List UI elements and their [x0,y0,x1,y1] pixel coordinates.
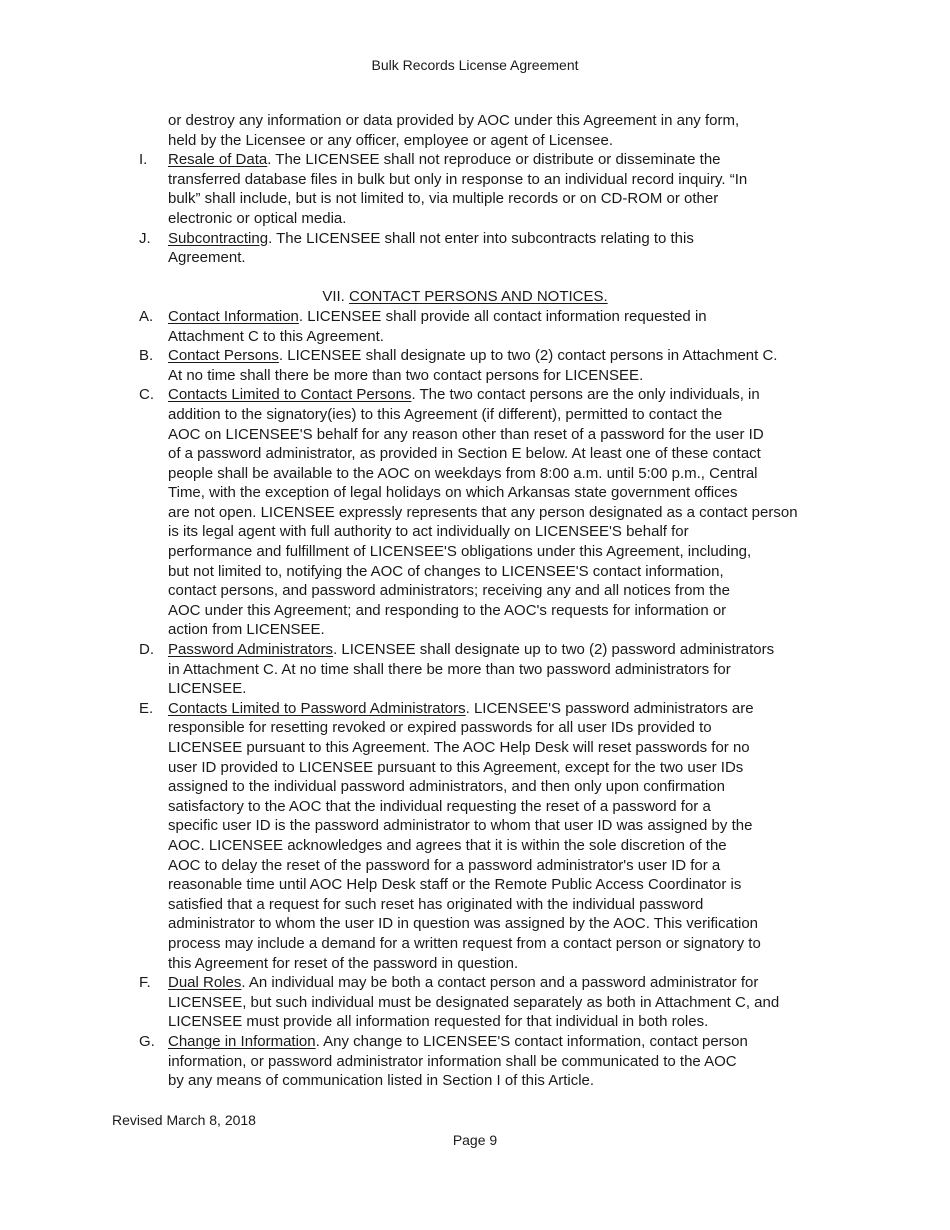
item-text: . LICENSEE shall designate up to two (2) contact persons in Attachment C. [278,347,778,365]
text-line: reasonable time until AOC Help Desk staff or the Remote Public Access Coordinator is [168,876,742,894]
item-title: Resale of Data [168,151,268,169]
item-text: . An individual may be both a contact person and a password administrator for [241,974,759,992]
text-line: process may include a demand for a written request from a contact person or signatory to [168,934,761,952]
list-item [135,385,835,640]
list-item [135,229,835,268]
item-first-line [168,229,835,249]
item-text: . The LICENSEE shall not reproduce or distribute or disseminate the [267,151,721,169]
item-letter: E. [139,699,154,717]
text-line: At no time shall there be more than two contact persons for LICENSEE. [168,366,644,384]
section-title: CONTACT PERSONS AND NOTICES. [349,288,608,306]
item-text: . LICENSEE'S password administrators are [465,699,754,717]
item-first-line [168,1032,835,1052]
item-title: Subcontracting [168,229,269,247]
text-line: contact persons, and password administrators; receiving any and all notices from the [168,582,730,600]
text-line: are not open. LICENSEE expressly represents that any person designated as a contact person [168,503,798,521]
text-line: satisfactory to the AOC that the individual requesting the reset of a password for a [168,797,711,815]
text-line: people shall be available to the AOC on weekdays from 8:00 a.m. until 5:00 p.m., Central [168,464,758,482]
text-line: of a password administrator, as provided in Section E below. At least one of these contact [168,445,761,463]
list-item [135,307,835,346]
item-first-line [168,699,835,719]
item-title: Password Administrators [168,641,334,659]
item-first-line [168,346,835,366]
item-letter: F. [139,974,151,992]
item-text: . The LICENSEE shall not enter into subcontracts relating to this [268,229,694,247]
item-first-line [168,640,835,660]
section-6-items [135,150,835,268]
text-line: addition to the signatory(ies) to this Agreement (if different), permitted to contact the [168,405,723,423]
text-line: AOC to delay the reset of the password for a password administrator's user ID for a [168,856,721,874]
text-line: is its legal agent with full authority to act individually on LICENSEE'S behalf for [168,523,689,541]
text-line: in Attachment C. At no time shall there be more than two password administrators for [168,660,731,678]
item-text: . LICENSEE shall provide all contact information requested in [298,307,707,325]
text-line: action from LICENSEE. [168,621,325,639]
item-title: Dual Roles [168,974,242,992]
document-body [135,111,835,1091]
item-letter: D. [139,641,154,659]
text-line: electronic or optical media. [168,209,347,227]
list-item [135,1032,835,1091]
text-line: AOC. LICENSEE acknowledges and agrees that it is within the sole discretion of the [168,836,727,854]
list-item [135,699,835,973]
text-line: Agreement. [168,249,246,267]
revision-date: Revised March 8, 2018 [112,1112,256,1128]
text-line: satisfied that a request for such reset has originated with the individual password [168,895,704,913]
text-line: assigned to the individual password administrators, and then only upon confirmation [168,778,725,796]
item-letter: A. [139,307,154,325]
text-line: held by the Licensee or any officer, employee or agent of Licensee. [168,131,614,149]
text-line: administrator to whom the user ID in question was assigned by the AOC. This verification [168,915,759,933]
item-title: Change in Information [168,1032,316,1050]
text-line: Time, with the exception of legal holidays on which Arkansas state government offices [168,484,738,502]
item-letter: B. [139,347,154,365]
text-line: by any means of communication listed in Section I of this Article. [168,1072,595,1090]
text-line: LICENSEE. [168,680,247,698]
item-letter: C. [139,386,154,404]
text-line: but not limited to, notifying the AOC of changes to LICENSEE'S contact information, [168,562,724,580]
list-item [135,346,835,385]
text-line: LICENSEE, but such individual must be designated separately as both in Attachment C, and [168,993,780,1011]
item-title: Contact Information [168,307,299,325]
item-text: . LICENSEE shall designate up to two (2) password administrators [333,641,775,659]
page-number: Page 9 [452,1132,498,1148]
text-line: AOC under this Agreement; and responding to the AOC's requests for information or [168,601,727,619]
section-7-heading [135,287,835,307]
item-text: . The two contact persons are the only individuals, in [411,386,760,404]
item-letter: J. [139,229,151,247]
text-line: performance and fulfillment of LICENSEE'S obligations under this Agreement, including, [168,543,752,561]
text-line: specific user ID is the password administrator to whom that user ID was assigned by the [168,817,753,835]
text-line: Attachment C to this Agreement. [168,327,384,345]
section-7-items [135,307,835,1091]
item-letter: G. [139,1032,155,1050]
item-letter: I. [139,151,148,169]
text-line: user ID provided to LICENSEE pursuant to this Agreement, except for the two user IDs [168,758,744,776]
item-first-line [168,973,835,993]
item-title: Contacts Limited to Password Administrators [168,699,466,717]
page-header: Bulk Records License Agreement [371,57,579,73]
text-line: LICENSEE must provide all information requested for that individual in both roles. [168,1013,709,1031]
list-item [135,640,835,699]
item-first-line [168,385,835,405]
list-item [135,150,835,228]
list-item [135,973,835,1032]
text-line: transferred database files in bulk but only in response to an individual record inquiry. “In [168,170,748,188]
item-text: . Any change to LICENSEE'S contact information, contact person [315,1032,748,1050]
text-line: LICENSEE pursuant to this Agreement. The AOC Help Desk will reset passwords for no [168,739,750,756]
section-number: VII. [322,288,345,306]
item-first-line [168,307,835,327]
intro-paragraph [135,111,835,150]
item-title: Contact Persons [168,347,279,365]
text-line: this Agreement for reset of the password in question. [168,954,519,972]
text-line: or destroy any information or data provided by AOC under this Agreement in any form, [168,112,740,129]
item-title: Contacts Limited to Contact Persons [168,386,412,404]
item-first-line [168,150,835,170]
text-line: information, or password administrator information shall be communicated to the AOC [168,1052,737,1070]
text-line: AOC on LICENSEE'S behalf for any reason other than reset of a password for the user ID [168,425,764,443]
text-line: responsible for resetting revoked or expired passwords for all user IDs provided to [168,719,712,737]
text-line: bulk” shall include, but is not limited to, via multiple records or on CD-ROM or other [168,190,719,208]
